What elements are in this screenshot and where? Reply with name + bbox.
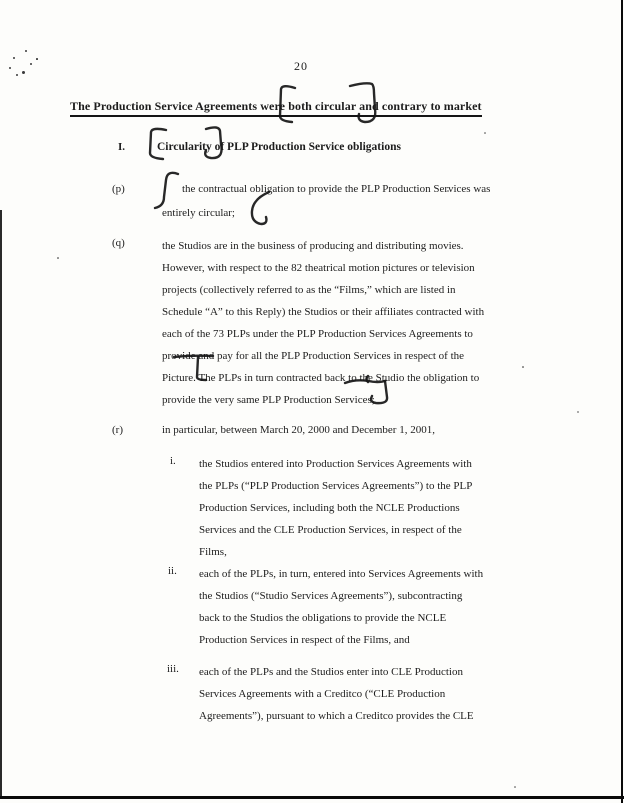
scan-speck (25, 50, 27, 52)
text-line: the Studios are in the business of producing and distributing movies. (162, 240, 464, 252)
text-line: the PLPs (“PLP Production Services Agreements”) to the PLP (199, 480, 473, 492)
scan-speck (13, 57, 15, 59)
text-line: each of the PLPs and the Studios enter into CLE Production (199, 666, 463, 678)
sub-ii-label: ii. (168, 565, 177, 577)
item-p-line-1: the contractual obligation to provide the PLP Production Services was (182, 183, 491, 195)
text-line: Schedule “A” to this Reply) the Studios or their affiliates contracted with (162, 306, 485, 318)
section-I-title: Circularity of PLP Production Service obligations (157, 141, 401, 153)
text-line: provide and pay for all the PLP Production Services in respect of the (162, 350, 465, 362)
item-r-label: (r) (112, 424, 123, 436)
text-line: provide the very same PLP Production Services; (162, 394, 375, 406)
sub-i-paragraph (199, 453, 472, 563)
sub-ii-paragraph (199, 563, 483, 651)
page-number: 20 (294, 59, 308, 73)
scan-edge-bottom (0, 796, 624, 799)
text-line: However, with respect to the 82 theatrical motion pictures or television (162, 262, 475, 274)
scan-speck (514, 786, 516, 788)
sub-iii-label: iii. (167, 663, 179, 675)
document-heading: The Production Service Agreements were both circular and contrary to market (70, 99, 482, 117)
item-p-close-swoosh-mark (252, 192, 269, 224)
scan-edge-right (621, 0, 624, 803)
text-line: Production Services, including both the NCLE Productions (199, 502, 460, 514)
scan-speck (16, 74, 18, 76)
sub-iii-paragraph (199, 661, 474, 727)
text-line: Films, (199, 546, 227, 558)
text-line: the Studios (“Studio Services Agreements”), subcontracting (199, 590, 463, 602)
text-line: the Studios entered into Production Services Agreements with (199, 458, 472, 470)
text-line: Services Agreements with a Creditco (“CLE Production (199, 688, 446, 700)
scan-speck (9, 67, 11, 69)
scan-speck (484, 132, 486, 134)
scan-speck (577, 411, 579, 413)
text-line: Picture. The PLPs in turn contracted back to the Studio the obligation to (162, 372, 480, 384)
scan-speck (522, 366, 524, 368)
section-I-label: I. (118, 141, 126, 153)
item-p-label: (p) (112, 183, 125, 195)
scan-speck (36, 58, 38, 60)
text-line: Agreements”), pursuant to which a Creditco provides the CLE (199, 710, 474, 722)
text-line: each of the 73 PLPs under the PLP Production Services Agreements to (162, 328, 473, 340)
scan-speck (30, 63, 32, 65)
item-r-text: in particular, between March 20, 2000 and December 1, 2001, (162, 424, 435, 436)
scan-edge-left (0, 210, 2, 796)
text-line: Services and the CLE Production Services, in respect of the (199, 524, 462, 536)
scan-speck (57, 257, 59, 259)
text-line: Production Services in respect of the Films, and (199, 634, 410, 646)
text-line: projects (collectively referred to as the “Films,” which are listed in (162, 284, 456, 296)
text-line: back to the Studios the obligations to provide the NCLE (199, 612, 447, 624)
sub-i-label: i. (170, 455, 176, 467)
item-p-line-2: entirely circular; (162, 207, 235, 219)
item-q-paragraph (162, 235, 484, 411)
item-p-open-brace-mark (155, 173, 178, 208)
item-q-label: (q) (112, 237, 125, 249)
scan-speck (22, 71, 25, 74)
text-line: each of the PLPs, in turn, entered into Services Agreements with (199, 568, 484, 580)
